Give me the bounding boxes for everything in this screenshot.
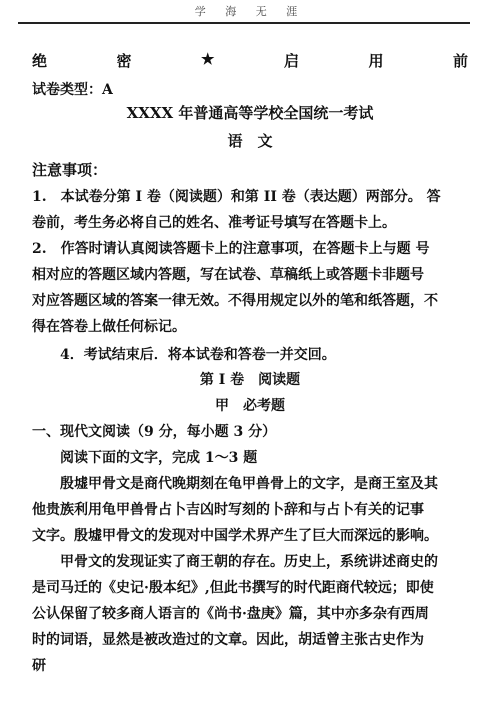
star-icon: ★	[201, 50, 215, 68]
page-header: 学 海 无 涯	[194, 5, 306, 18]
secret-char: 启	[283, 52, 299, 70]
passage-line: 时的词语，显然是被改造过的文章。因此，胡适曾主张古史作为	[32, 632, 424, 648]
notice-line: 2. 作答时请认真阅读答题卡上的注意事项，在答题卡上与题 号	[32, 241, 430, 257]
subject-title: 语 文	[227, 132, 273, 150]
secret-char: 密	[116, 52, 132, 70]
passage-line: 公认保留了较多商人语言的《尚书·盘庚》篇，其中亦多杂有西周	[32, 606, 429, 622]
passage-line: 研	[32, 658, 46, 674]
part-title: 甲 必考题	[215, 398, 285, 414]
notice-line: 对应答题区域的答案一律无效。不得用规定以外的笔和纸答题，不	[32, 293, 438, 309]
confidential-banner	[32, 50, 468, 71]
secret-char: 绝	[32, 52, 48, 70]
notice-line: 4．考试结束后．将本试卷和答卷一并交回。	[60, 347, 336, 363]
exam-title: XXXX 年普通高等学校全国统一考试	[126, 104, 374, 122]
question-heading: 一、现代文阅读（9 分，每小题 3 分）	[32, 424, 277, 440]
notice-line: 相对应的答题区域内答题，写在试卷、草稿纸上或答题卡非题号	[32, 267, 424, 283]
notice-heading: 注意事项：	[32, 161, 108, 179]
passage-line: 甲骨文的发现证实了商王朝的存在。历史上，系统讲述商史的	[60, 554, 438, 570]
paper-type: 试卷类型：A	[32, 82, 113, 98]
passage-line: 他贵族利用龟甲兽骨占卜吉凶时写刻的卜辞和与占卜有关的记事	[32, 502, 424, 518]
secret-char: 前	[452, 52, 468, 70]
passage-line: 文字。殷墟甲骨文的发现对中国学术界产生了巨大而深远的影响。	[32, 528, 438, 544]
notice-line: 得在答卷上做任何标记。	[32, 319, 186, 335]
volume-title: 第 I 卷 阅读题	[199, 372, 301, 388]
header-rule	[18, 22, 470, 24]
passage-line: 殷墟甲骨文是商代晚期刻在龟甲兽骨上的文字，是商王室及其	[60, 476, 438, 492]
secret-char: 用	[368, 52, 384, 70]
instruction: 阅读下面的文字，完成 1～3 题	[60, 450, 258, 466]
notice-line: 1. 本试卷分第 I 卷（阅读题）和第 II 卷（表达题）两部分。 答	[32, 189, 441, 205]
notice-line: 卷前，考生务必将自己的姓名、准考证号填写在答题卡上。	[32, 215, 396, 231]
passage-line: 是司马迁的《史记·殷本纪》,但此书撰写的时代距商代较远；即使	[32, 580, 434, 596]
